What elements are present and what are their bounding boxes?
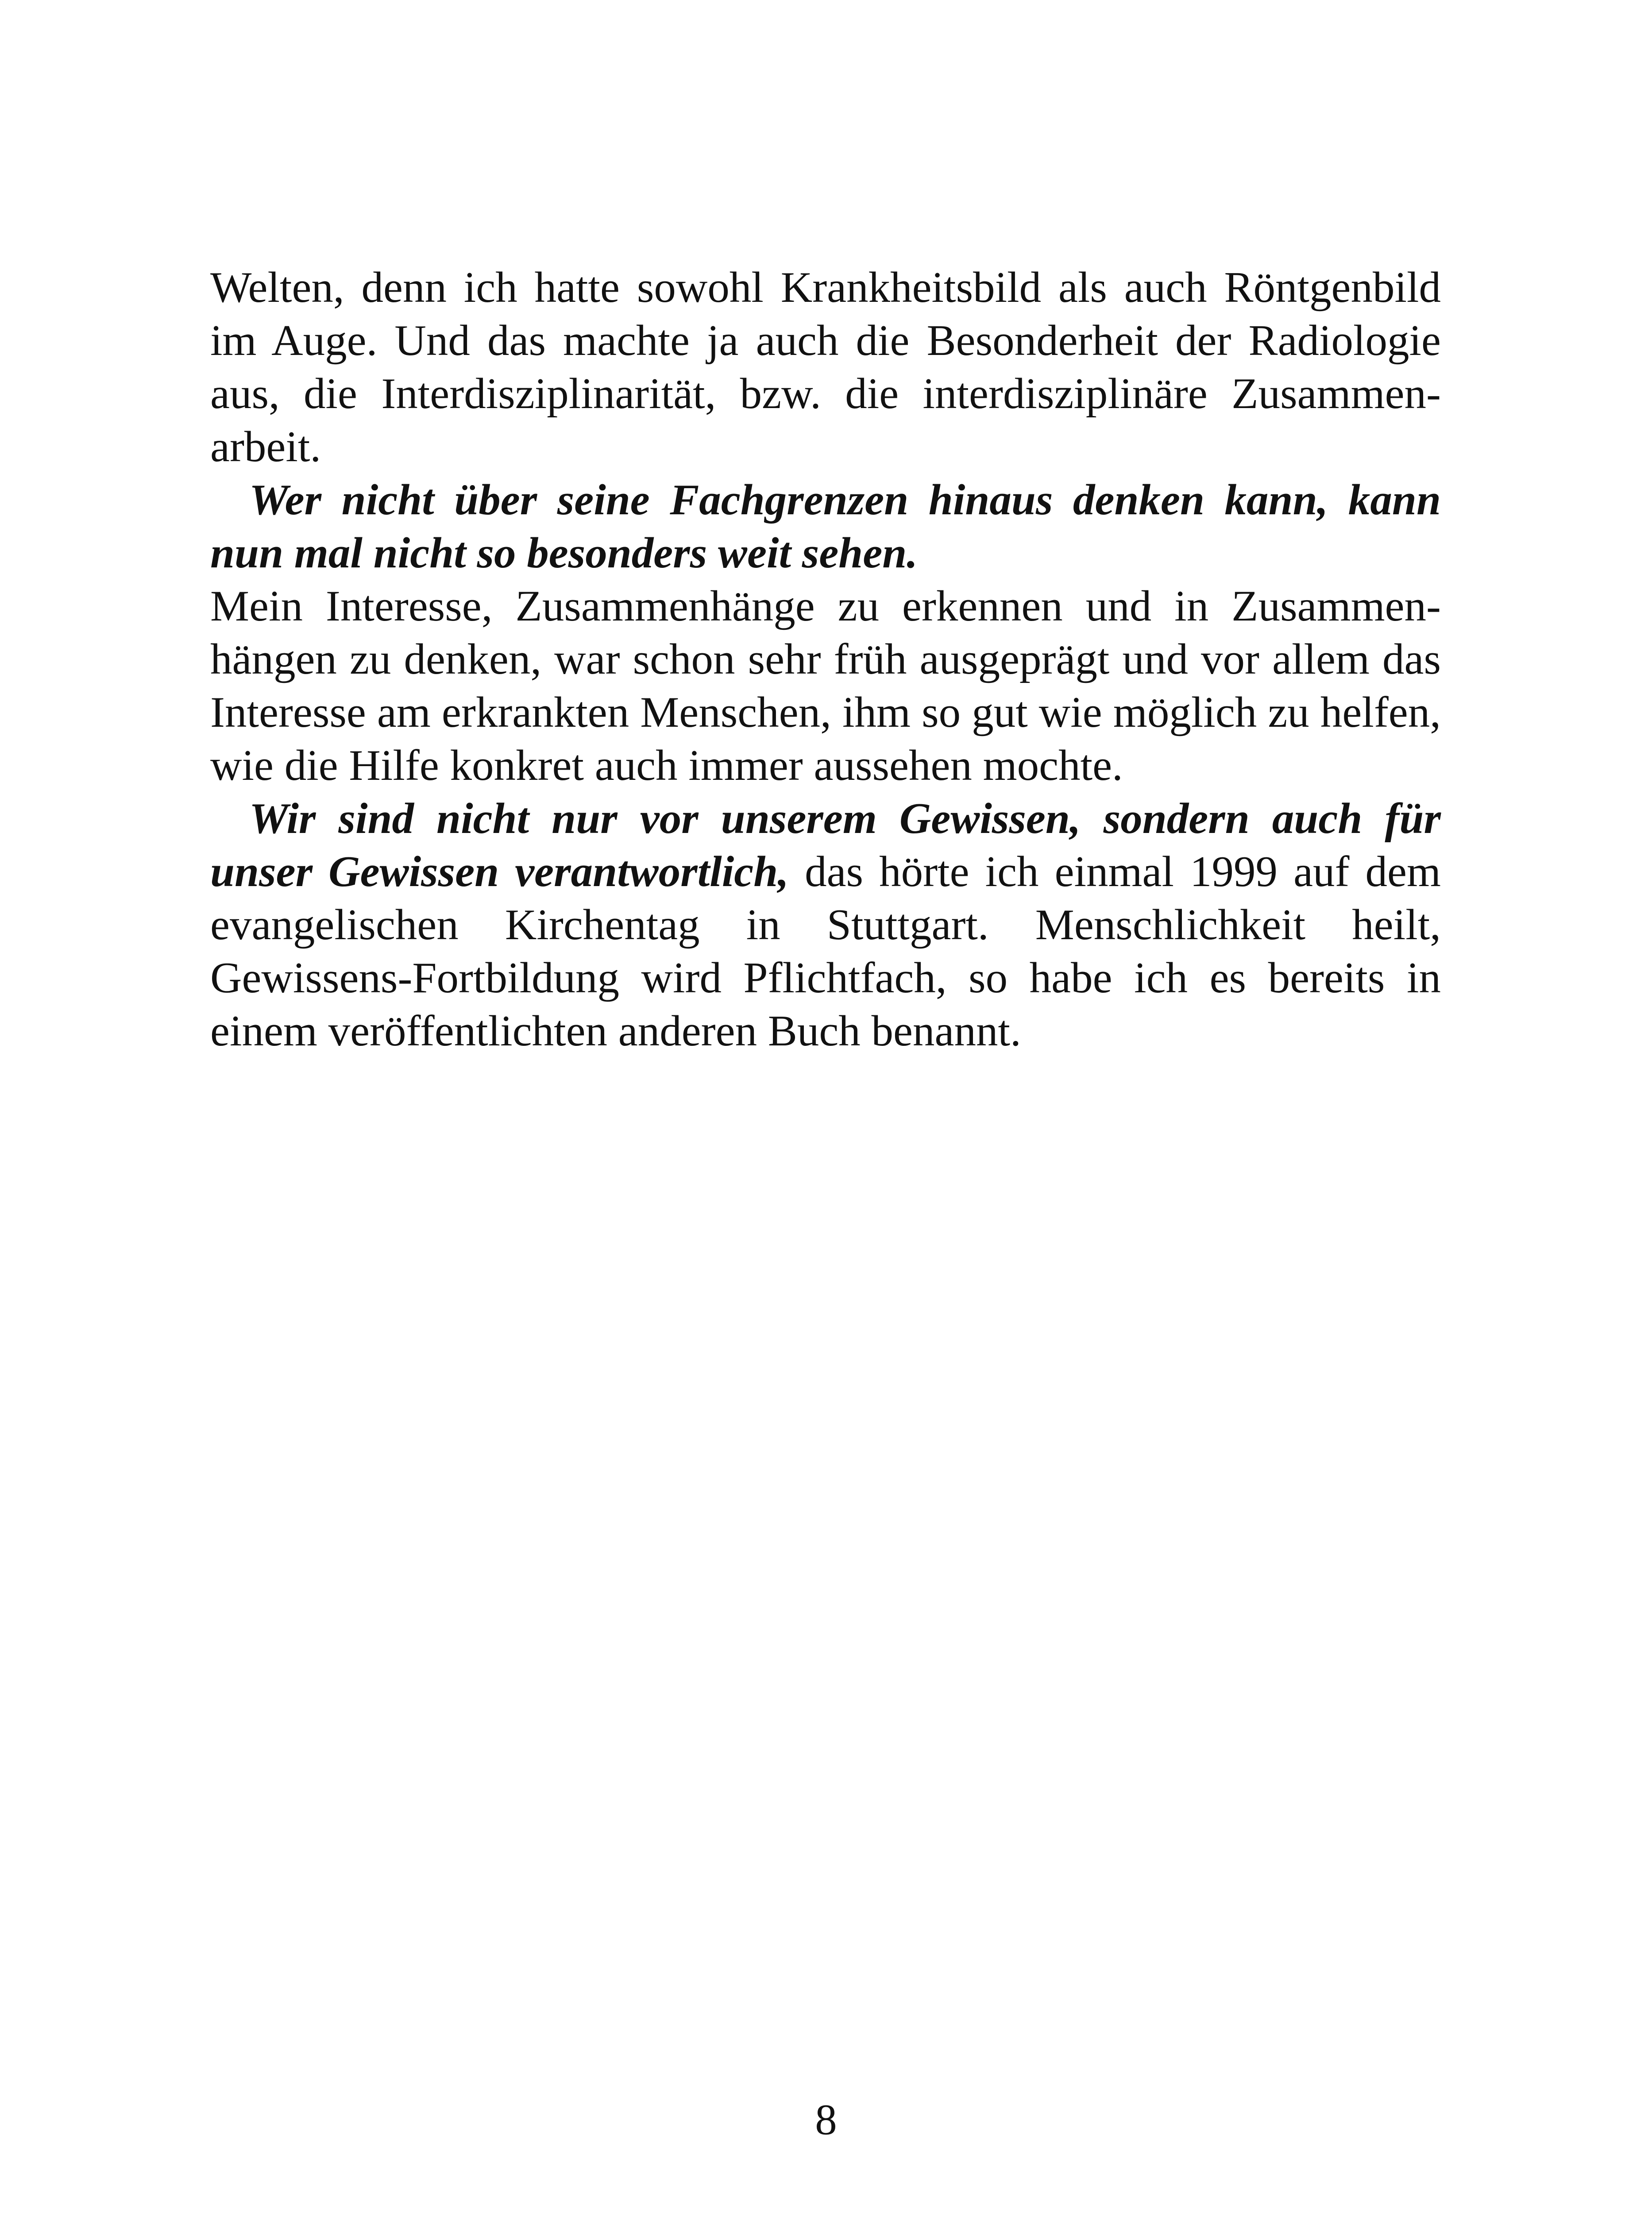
paragraph-1 [210,261,1441,474]
paragraph-4-text: das hörte ich einmal 1999 auf dem evangelischen Kirchentag in Stuttgart. Menschlichkeit heilt, Gewissens-Fortbildung wird Pflichtfach, so habe ich es bereits in einem veröffentlichten anderen Buch benannt. [210,848,1441,1055]
paragraph-3-text: Mein Interesse, Zusammenhänge zu erkennen und in Zusammen-hängen zu denken, war schon sehr früh ausgeprägt und vor allem das Interesse am erkrankten Menschen, ihm so gut wie möglich zu helfen, wie die Hilfe konkret auch immer aussehen mochte. [210,582,1441,790]
paragraph-1-text: Welten, denn ich hatte sowohl Krankheitsbild als auch Röntgenbild im Auge. Und das machte ja auch die Besonderheit der Radiologie aus, die Interdisziplinarität, bzw. die interdisziplinäre Zusammen-arbeit. [210,263,1441,471]
paragraph-2-quote [210,474,1441,580]
paragraph-4 [210,792,1441,1058]
quote-gewissen: Wir sind nicht nur vor unserem Gewissen, sondern auch für unser Gewissen verantwortlich, [210,794,1441,896]
body-text [210,261,1441,1058]
paragraph-3 [210,580,1441,792]
page-number: 8 [815,2096,837,2144]
quote-fachgrenzen: Wer nicht über seine Fachgrenzen hinaus denken kann, kann nun mal nicht so besonders weit sehen. [210,476,1441,577]
